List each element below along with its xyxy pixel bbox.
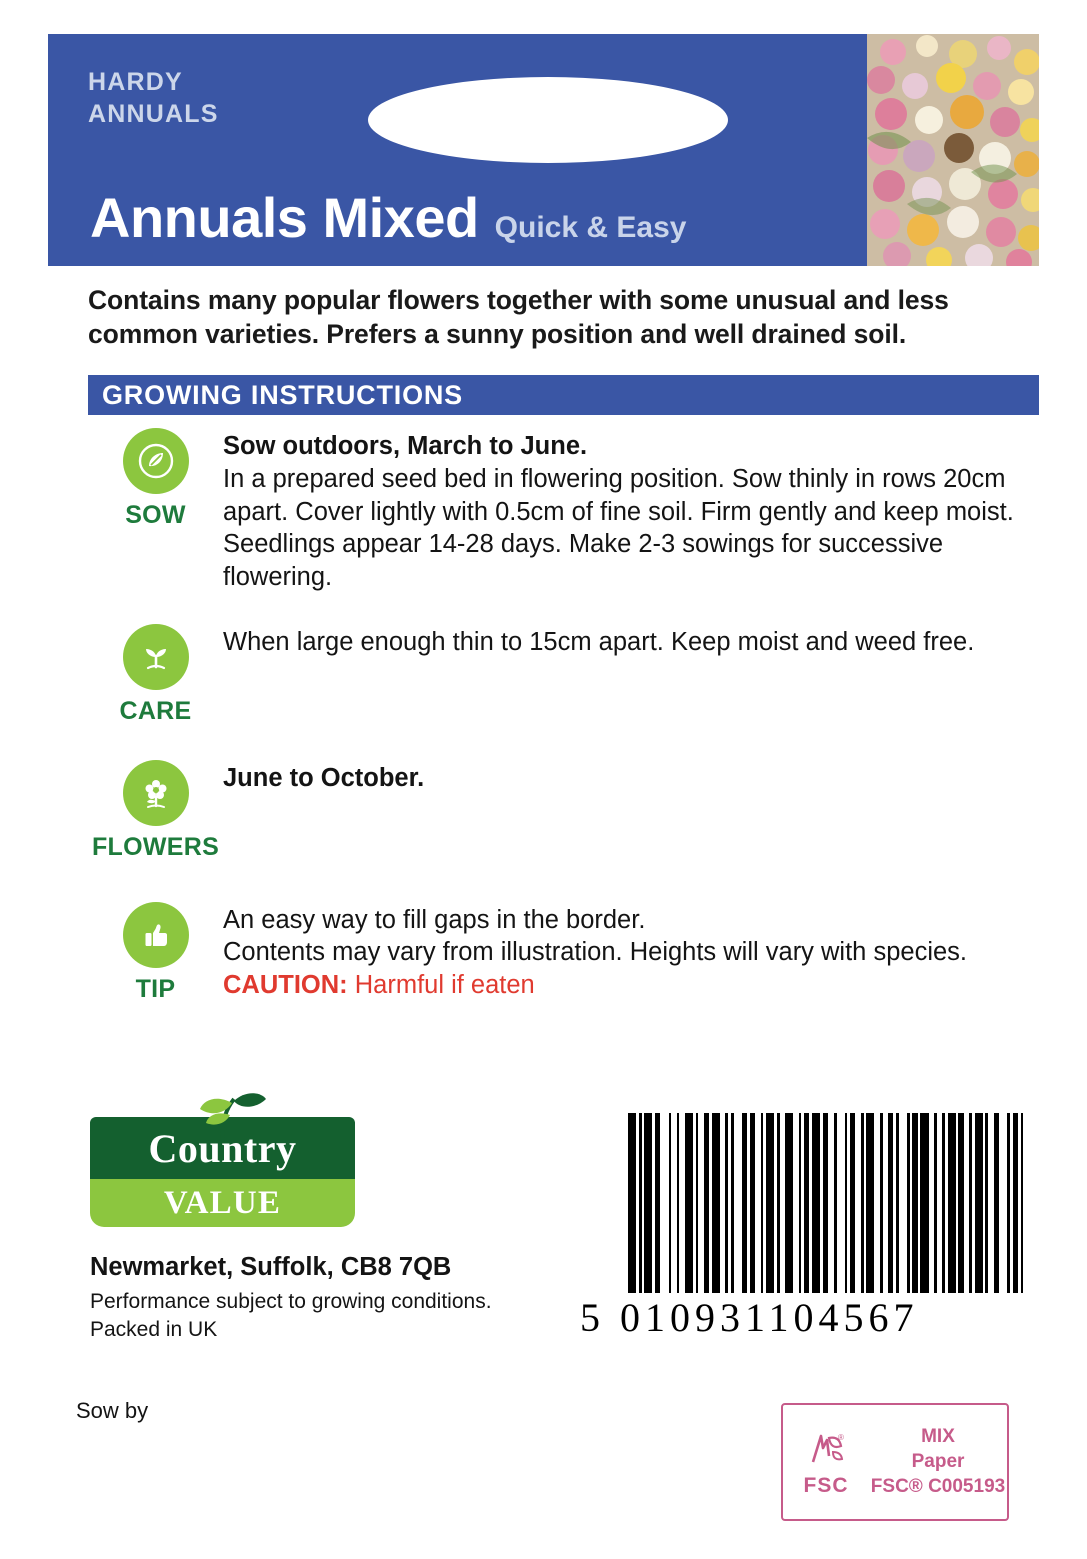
barcode-bar (948, 1113, 956, 1293)
company-note-line2: Packed in UK (90, 1318, 218, 1342)
instruction-row-care (88, 624, 1039, 726)
barcode-bar (866, 1113, 874, 1293)
fsc-logo-text: FSC (803, 1474, 849, 1497)
tip-icon-column (88, 902, 223, 1004)
flowers-icon-column (88, 760, 223, 862)
logo-value-text: VALUE (163, 1184, 282, 1221)
title-group (90, 186, 687, 249)
barcode-bar (899, 1113, 907, 1293)
barcode-bar (1023, 1113, 1031, 1293)
barcode-bar (812, 1113, 820, 1293)
flower-icon (123, 760, 189, 826)
barcode-bar (920, 1113, 928, 1293)
fsc-logo (783, 1405, 869, 1519)
logo-value (90, 1179, 355, 1227)
category-label-line1: HARDY (88, 68, 183, 96)
sow-label: SOW (125, 501, 186, 529)
tip-label: TIP (135, 974, 176, 1003)
page-subtitle: Quick & Easy (494, 211, 687, 244)
brand-logo (90, 1117, 355, 1227)
company-note (90, 1288, 492, 1345)
barcode (628, 1113, 1032, 1293)
barcode-bar (999, 1113, 1007, 1293)
sow-icon-column (88, 428, 223, 594)
category-label-line2: ANNUALS (88, 100, 219, 128)
leaf-drop-icon (123, 428, 189, 494)
company-address: Newmarket, Suffolk, CB8 7QB (90, 1253, 452, 1281)
fsc-mix: MIX (921, 1426, 955, 1447)
care-body: When large enough thin to 15cm apart. Keep moist and weed free. (223, 627, 975, 656)
tip-text-column (223, 902, 1039, 1004)
barcode-bar (785, 1113, 793, 1293)
fsc-code: FSC® C005193 (870, 1476, 1006, 1497)
barcode-bar (660, 1113, 668, 1293)
sow-by-label: Sow by (76, 1398, 149, 1423)
sow-body: In a prepared seed bed in flowering position. Sow thinly in rows 20cm apart. Cover lightly with 0.5cm of fine soil. Firm gently and keep moist. Seedlings appear 14-28 days. Make 2-3 sowings for successive flowering. (223, 465, 1014, 592)
care-text-column (223, 624, 1039, 726)
caution-message: Harmful if eaten (354, 970, 535, 999)
category-label (88, 66, 219, 130)
seedling-icon (123, 624, 189, 690)
flowers-label: FLOWERS (91, 832, 220, 861)
description-text: Contains many popular flowers together with some unusual and less common varieties. Prefers a sunny position and well drained soil. (88, 285, 949, 349)
sow-text-column (223, 428, 1039, 594)
growing-instructions-label: GROWING INSTRUCTIONS (102, 379, 463, 410)
care-label: CARE (119, 696, 192, 725)
flower-photo (867, 34, 1039, 266)
fsc-paper: Paper (911, 1451, 965, 1472)
barcode-bar (837, 1113, 845, 1293)
barcode-bar (975, 1113, 983, 1293)
leaf-sprout-icon (152, 1087, 302, 1146)
svg-text:®: ® (838, 1433, 844, 1442)
instruction-row-flowers (88, 760, 1039, 862)
instruction-row-tip (88, 902, 1039, 1004)
care-icon-column (88, 624, 223, 726)
barcode-bar (628, 1113, 636, 1293)
thumbs-up-icon (123, 902, 189, 968)
barcode-bar (644, 1113, 652, 1293)
fsc-badge (781, 1403, 1009, 1521)
caution-text (223, 969, 1039, 1002)
barcode-bar (712, 1113, 720, 1293)
caution-label: CAUTION: (223, 970, 348, 999)
barcode-bar (766, 1113, 774, 1293)
instructions-list (88, 428, 1039, 1004)
growing-instructions-bar (88, 375, 1039, 415)
barcode-digits: 5 010931104567 (580, 1295, 919, 1340)
barcode-bar (685, 1113, 693, 1293)
page-title: Annuals Mixed (90, 186, 479, 249)
tip-body-line1: An easy way to fill gaps in the border. (223, 905, 646, 934)
tip-body-line2: Contents may vary from illustration. Heights will vary with species. (223, 938, 967, 967)
sow-heading: Sow outdoors, March to June. (223, 432, 588, 460)
instruction-row-sow (88, 428, 1039, 594)
logo-country-text: Country (148, 1125, 297, 1171)
hang-hole (368, 77, 728, 163)
flowers-heading: June to October. (223, 763, 425, 792)
packet-header (48, 34, 1039, 266)
flowers-text-column (223, 760, 1039, 862)
fsc-info (869, 1405, 1007, 1519)
barcode-bar (734, 1113, 742, 1293)
company-note-line1: Performance subject to growing conditions. (90, 1290, 492, 1313)
